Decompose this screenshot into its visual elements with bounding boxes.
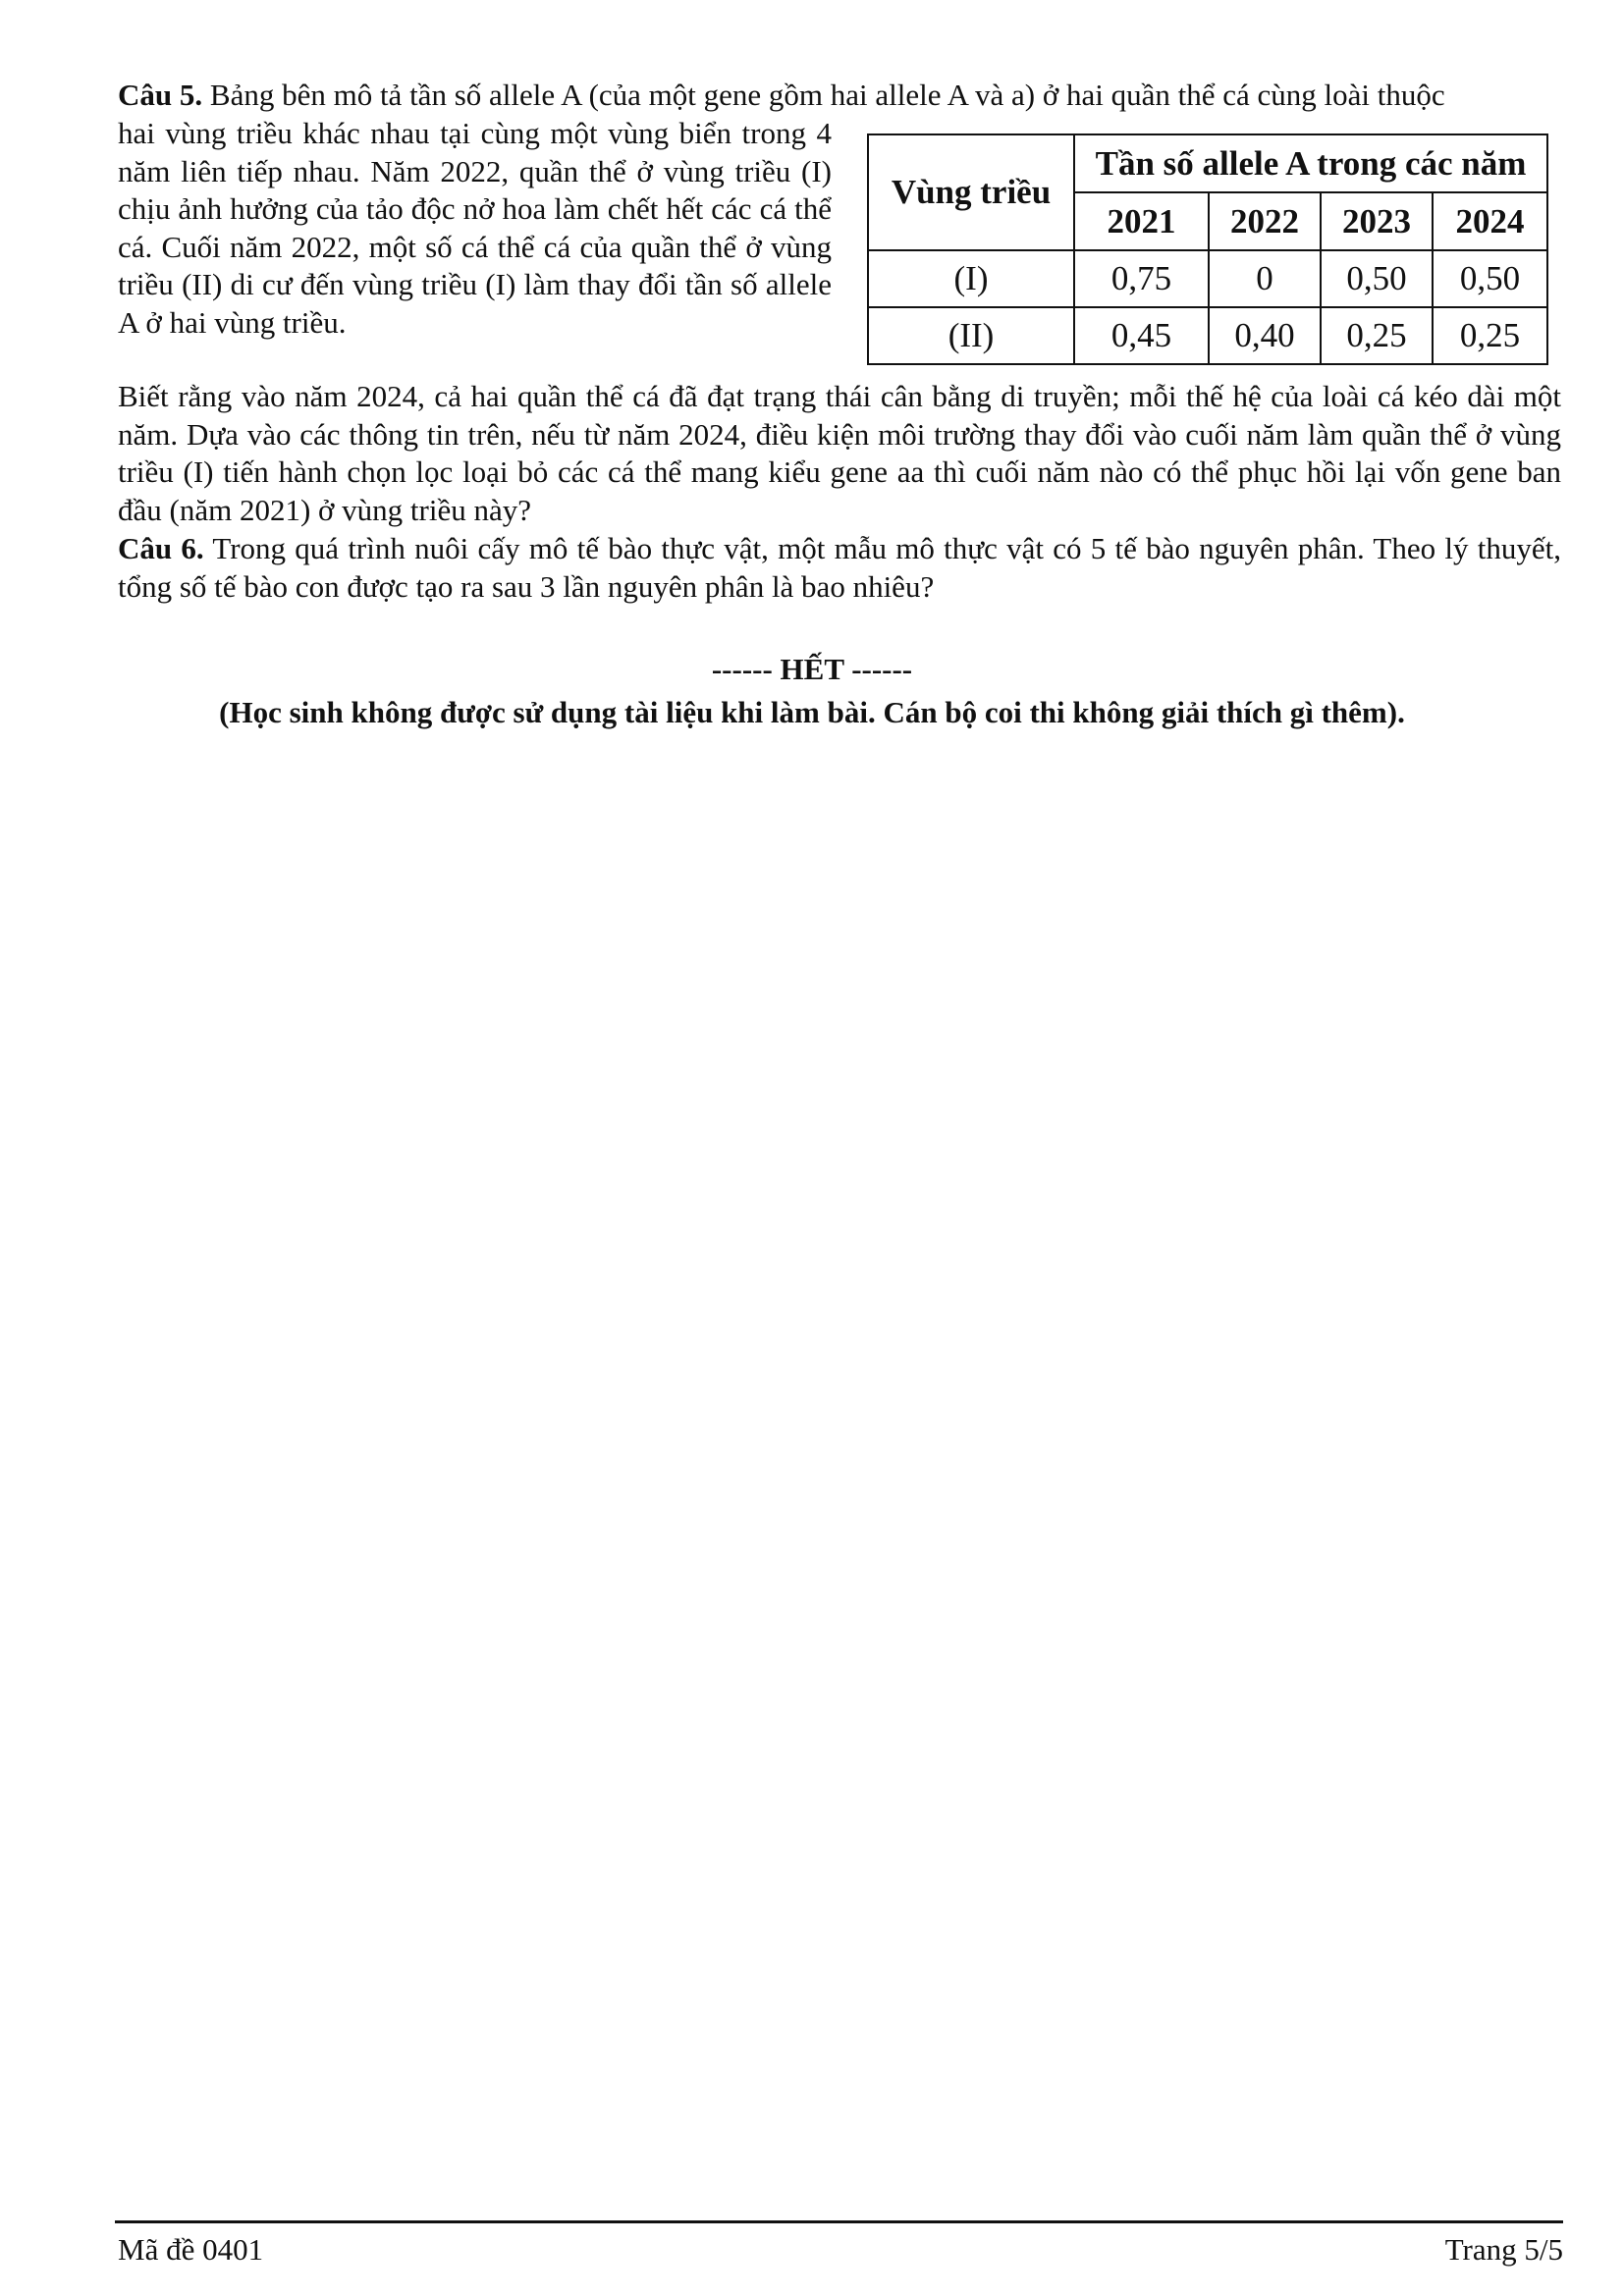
allele-frequency-table bbox=[867, 133, 1548, 365]
frequency-cell: 0,50 bbox=[1321, 250, 1433, 307]
frequency-cell: 0,25 bbox=[1433, 307, 1547, 364]
year-header: 2021 bbox=[1074, 192, 1209, 250]
end-note: (Học sinh không được sử dụng tài liệu khi làm bài. Cán bộ coi thi không giải thích gì thêm). bbox=[219, 695, 1405, 729]
exam-code: Mã đề 0401 bbox=[118, 2232, 264, 2267]
question-5-intro-text: Bảng bên mô tả tần số allele A (của một gene gồm hai allele A và a) ở hai quần thể cá cùng loài thuộc bbox=[202, 78, 1445, 112]
frequency-cell: 0 bbox=[1209, 250, 1321, 307]
question-5-label: Câu 5. bbox=[118, 78, 203, 112]
frequency-cell: 0,75 bbox=[1074, 250, 1209, 307]
frequency-cell: 0,25 bbox=[1321, 307, 1433, 364]
question-6 bbox=[118, 530, 1561, 606]
frequency-cell: 0,45 bbox=[1074, 307, 1209, 364]
year-header: 2022 bbox=[1209, 192, 1321, 250]
region-header: Vùng triều bbox=[868, 134, 1074, 250]
end-marker: ------ HẾT ------ bbox=[711, 652, 913, 686]
region-cell: (II) bbox=[868, 307, 1074, 364]
year-header: 2023 bbox=[1321, 192, 1433, 250]
question-5-intro bbox=[118, 77, 1561, 115]
page-number: Trang 5/5 bbox=[1444, 2232, 1563, 2267]
table-row bbox=[868, 250, 1547, 307]
region-cell: (I) bbox=[868, 250, 1074, 307]
question-6-label: Câu 6. bbox=[118, 531, 204, 565]
frequency-header: Tần số allele A trong các năm bbox=[1074, 134, 1547, 192]
frequency-cell: 0,50 bbox=[1433, 250, 1547, 307]
footer-divider bbox=[115, 2220, 1563, 2223]
frequency-cell: 0,40 bbox=[1209, 307, 1321, 364]
table-row bbox=[868, 307, 1547, 364]
question-6-text: Trong quá trình nuôi cấy mô tế bào thực vật, một mẫu mô thực vật có 5 tế bào nguyên phân. Theo lý thuyết, tổng số tế bào con được tạo ra sau 3 lần nguyên phân là bao nhiêu? bbox=[118, 531, 1561, 604]
question-5-prompt: Biết rằng vào năm 2024, cả hai quần thể cá đã đạt trạng thái cân bằng di truyền; mỗi thế hệ của loài cá kéo dài một năm. Dựa vào các thông tin trên, nếu từ năm 2024, điều kiện môi trường thay đổi vào cuối năm làm quần thể ở vùng triều (I) tiến hành chọn lọc loại bỏ các cá thể mang kiểu gene aa thì cuối năm nào có thể phục hồi lại vốn gene ban đầu (năm 2021) ở vùng triều này? bbox=[118, 379, 1561, 527]
question-5-context: hai vùng triều khác nhau tại cùng một vùng biển trong 4 năm liên tiếp nhau. Năm 2022, quần thể ở vùng triều (I) chịu ảnh hưởng của tảo độc nở hoa làm chết hết các cá thể cá. Cuối năm 2022, một số cá thể cá của quần thể ở vùng triều (II) di cư đến vùng triều (I) làm thay đổi tần số allele A ở hai vùng triều. bbox=[118, 116, 832, 340]
year-header: 2024 bbox=[1433, 192, 1547, 250]
